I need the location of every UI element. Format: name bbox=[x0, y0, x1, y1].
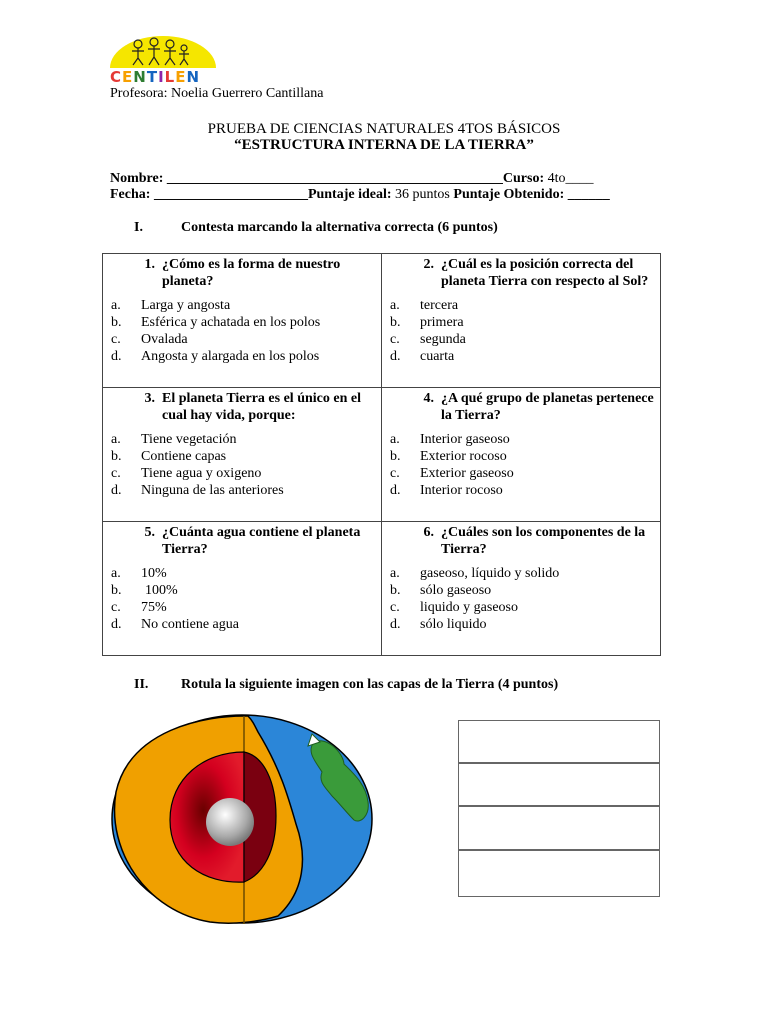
logo-wordmark bbox=[110, 68, 200, 86]
answer-option[interactable] bbox=[382, 297, 660, 314]
date-row bbox=[110, 187, 610, 203]
course-label: Curso: bbox=[502, 171, 545, 186]
question-number: 5. bbox=[144, 525, 155, 540]
option-letter: c. bbox=[390, 466, 400, 481]
option-letter: d. bbox=[390, 349, 401, 364]
question-cell bbox=[103, 254, 382, 388]
option-letter: c. bbox=[390, 332, 400, 347]
answer-option[interactable] bbox=[382, 565, 660, 582]
earth-inner-core bbox=[206, 798, 254, 846]
question-text: ¿Cuánta agua contiene el planeta Tierra? bbox=[162, 525, 361, 557]
option-letter: b. bbox=[390, 315, 401, 330]
option-text: Ovalada bbox=[141, 332, 188, 347]
name-field[interactable]: ________________________________________________ bbox=[166, 171, 503, 186]
answer-option[interactable] bbox=[382, 582, 660, 599]
options-list bbox=[382, 431, 660, 499]
option-letter: b. bbox=[111, 449, 122, 464]
option-letter: c. bbox=[111, 332, 121, 347]
question-text: ¿Cuál es la posición correcta del planeta Tierra con respecto al Sol? bbox=[441, 257, 649, 289]
option-letter: c. bbox=[111, 600, 121, 615]
answer-option[interactable] bbox=[382, 314, 660, 331]
question-text: ¿Cómo es la forma de nuestro planeta? bbox=[162, 257, 341, 289]
option-text: 100% bbox=[145, 583, 178, 598]
section1-numeral: I. bbox=[134, 220, 143, 235]
ideal-score-label: Puntaje ideal: bbox=[307, 187, 392, 202]
option-letter: b. bbox=[390, 583, 401, 598]
answer-option[interactable] bbox=[103, 616, 381, 633]
date-field[interactable]: ______________________ bbox=[153, 187, 308, 202]
question-number: 6. bbox=[423, 525, 434, 540]
option-text: Interior gaseoso bbox=[420, 432, 510, 447]
answer-option[interactable] bbox=[382, 465, 660, 482]
option-text: Tiene vegetación bbox=[141, 432, 237, 447]
question-row bbox=[103, 388, 661, 522]
option-text: Interior rocoso bbox=[420, 483, 503, 498]
options-list bbox=[382, 565, 660, 633]
option-text: gaseoso, líquido y solido bbox=[420, 566, 560, 581]
name-row bbox=[110, 171, 594, 187]
option-letter: a. bbox=[390, 566, 400, 581]
option-text: cuarta bbox=[420, 349, 455, 364]
option-text: Esférica y achatada en los polos bbox=[141, 315, 321, 330]
question-header bbox=[382, 524, 660, 558]
option-letter: d. bbox=[390, 617, 401, 632]
option-letter: b. bbox=[390, 449, 401, 464]
question-number: 1. bbox=[144, 257, 155, 272]
answer-option[interactable] bbox=[103, 448, 381, 465]
option-letter: d. bbox=[111, 483, 122, 498]
option-letter: d. bbox=[111, 349, 122, 364]
question-number: 4. bbox=[423, 391, 434, 406]
question-row bbox=[103, 254, 661, 388]
option-letter: d. bbox=[111, 617, 122, 632]
question-header bbox=[103, 524, 381, 558]
question-cell bbox=[103, 388, 382, 522]
name-label: Nombre: bbox=[110, 171, 164, 186]
answer-option[interactable] bbox=[103, 465, 381, 482]
question-header bbox=[382, 390, 660, 424]
option-letter: a. bbox=[390, 298, 400, 313]
answer-option[interactable] bbox=[103, 314, 381, 331]
option-text: Angosta y alargada en los polos bbox=[141, 349, 320, 364]
question-cell bbox=[382, 388, 661, 522]
option-text: Contiene capas bbox=[141, 449, 227, 464]
answer-option[interactable] bbox=[382, 599, 660, 616]
option-text: 75% bbox=[141, 600, 167, 615]
section2-instruction: Rotula la siguiente imagen con las capas de la Tierra (4 puntos) bbox=[181, 677, 559, 692]
answer-option[interactable] bbox=[103, 599, 381, 616]
section1-instruction: Contesta marcando la alternativa correcta (6 puntos) bbox=[181, 220, 498, 235]
options-list bbox=[382, 297, 660, 365]
layer-label-box-2[interactable] bbox=[458, 762, 660, 807]
options-list bbox=[103, 565, 381, 633]
logo-letter: N bbox=[133, 68, 147, 86]
obtained-score-label: Puntaje Obtenido: bbox=[453, 187, 565, 202]
option-text: primera bbox=[420, 315, 464, 330]
answer-option[interactable] bbox=[382, 431, 660, 448]
option-letter: c. bbox=[111, 466, 121, 481]
options-list bbox=[103, 297, 381, 365]
teacher-name: Profesora: Noelia Guerrero Cantillana bbox=[110, 86, 324, 101]
option-letter: c. bbox=[390, 600, 400, 615]
question-cell bbox=[382, 522, 661, 656]
obtained-score-field[interactable]: ______ bbox=[567, 187, 610, 202]
date-label: Fecha: bbox=[110, 187, 151, 202]
answer-option[interactable] bbox=[382, 448, 660, 465]
answer-option[interactable] bbox=[103, 348, 381, 365]
question-row bbox=[103, 522, 661, 656]
option-letter: d. bbox=[390, 483, 401, 498]
option-text: Larga y angosta bbox=[141, 298, 231, 313]
test-subtitle: “ESTRUCTURA INTERNA DE LA TIERRA” bbox=[234, 137, 534, 153]
logo-letter: E bbox=[175, 68, 187, 86]
option-text: liquido y gaseoso bbox=[420, 600, 518, 615]
option-letter: a. bbox=[111, 566, 121, 581]
question-number: 2. bbox=[423, 257, 434, 272]
option-text: sólo gaseoso bbox=[420, 583, 492, 598]
option-letter: a. bbox=[390, 432, 400, 447]
logo-letter: E bbox=[122, 68, 134, 86]
ideal-score-value: 36 puntos bbox=[395, 187, 450, 202]
question-text: ¿Cuáles son los componentes de la Tierra? bbox=[441, 525, 646, 557]
question-number: 3. bbox=[144, 391, 155, 406]
options-list bbox=[103, 431, 381, 499]
question-cell bbox=[103, 522, 382, 656]
answer-option[interactable] bbox=[382, 482, 660, 499]
question-header bbox=[103, 256, 381, 290]
earth-layers-illustration bbox=[108, 712, 376, 928]
answer-option[interactable] bbox=[103, 482, 381, 499]
logo-letter: L bbox=[164, 68, 176, 86]
question-cell bbox=[382, 254, 661, 388]
answer-option[interactable] bbox=[382, 331, 660, 348]
question-text: El planeta Tierra es el único en el cual hay vida, porque: bbox=[162, 391, 361, 423]
option-letter: b. bbox=[111, 315, 122, 330]
answer-option[interactable] bbox=[382, 616, 660, 633]
answer-option[interactable] bbox=[103, 431, 381, 448]
question-text: ¿A qué grupo de planetas pertenece la Tierra? bbox=[441, 391, 654, 423]
logo-letter: T bbox=[146, 68, 159, 86]
option-text: sólo liquido bbox=[420, 617, 487, 632]
option-letter: a. bbox=[111, 298, 121, 313]
option-text: segunda bbox=[420, 332, 466, 347]
answer-option[interactable] bbox=[103, 565, 381, 582]
section2-numeral: II. bbox=[134, 677, 149, 692]
option-letter: a. bbox=[111, 432, 121, 447]
course-field[interactable]: 4to____ bbox=[547, 171, 594, 186]
option-text: tercera bbox=[420, 298, 459, 313]
question-header bbox=[382, 256, 660, 290]
option-text: No contiene agua bbox=[141, 617, 239, 632]
layer-label-box-3[interactable] bbox=[458, 805, 660, 851]
questions-table bbox=[102, 253, 661, 656]
option-text: 10% bbox=[141, 566, 167, 581]
layer-label-box-1[interactable] bbox=[458, 720, 660, 764]
option-text: Ninguna de las anteriores bbox=[141, 483, 284, 498]
answer-option[interactable] bbox=[103, 331, 381, 348]
option-text: Tiene agua y oxigeno bbox=[141, 466, 262, 481]
answer-option[interactable] bbox=[382, 348, 660, 365]
answer-option[interactable] bbox=[103, 297, 381, 314]
logo-letter: C bbox=[110, 68, 123, 86]
option-text: Exterior gaseoso bbox=[420, 466, 514, 481]
option-letter: b. bbox=[111, 583, 122, 598]
test-title: PRUEBA DE CIENCIAS NATURALES 4TOS BÁSICOS bbox=[207, 121, 561, 137]
answer-option[interactable] bbox=[103, 582, 381, 599]
logo-letter: N bbox=[186, 68, 201, 86]
question-header bbox=[103, 390, 381, 424]
option-text: Exterior rocoso bbox=[420, 449, 507, 464]
layer-label-box-4[interactable] bbox=[458, 849, 660, 897]
logo-letter: I bbox=[158, 68, 165, 86]
